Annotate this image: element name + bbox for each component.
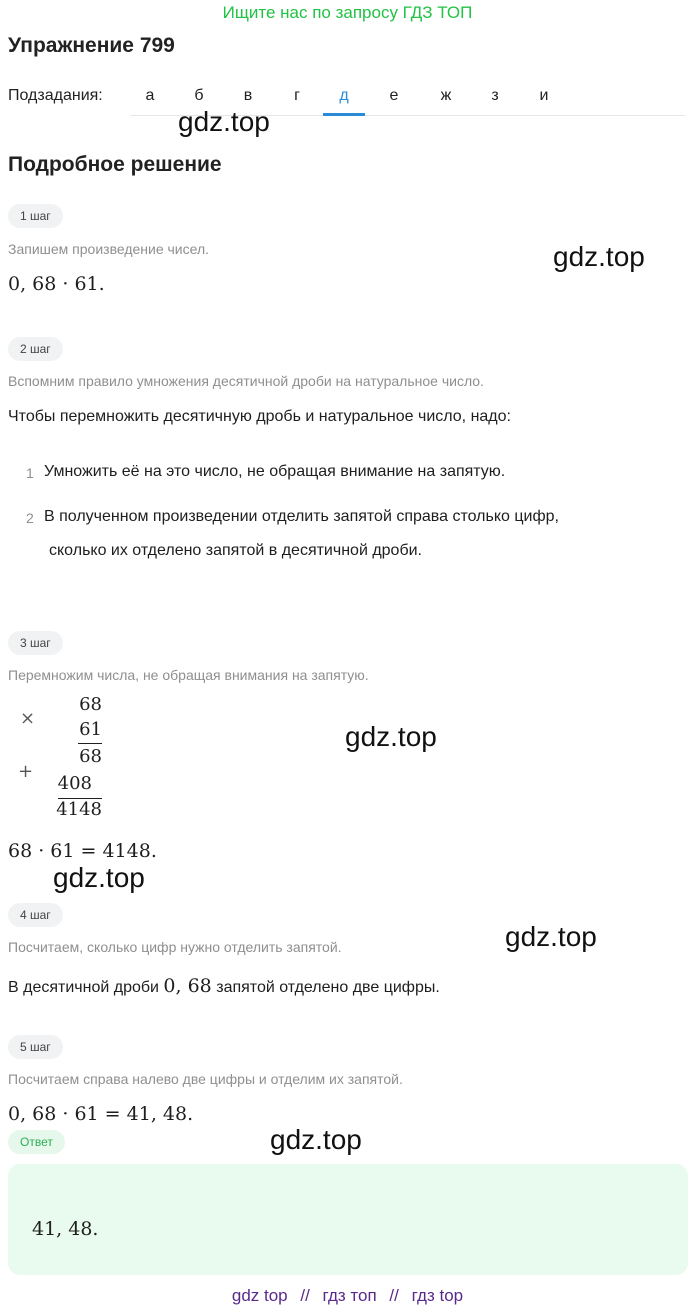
step-3-hint: Перемножим числа, не обращая внимания на запятую. bbox=[8, 667, 369, 683]
step-5-hint: Посчитаем справа налево две цифры и отделим их запятой. bbox=[8, 1071, 403, 1087]
step-4-text-before: В десятичной дроби bbox=[8, 979, 159, 996]
step-5-result: 0, 68 · 61 = 41, 48. bbox=[8, 1103, 194, 1125]
subtask-i[interactable]: и bbox=[539, 87, 549, 104]
column-partial-2: 408 bbox=[57, 773, 92, 794]
watermark-5: gdz.top bbox=[505, 921, 597, 952]
active-subtask-indicator bbox=[323, 113, 365, 116]
step-4-badge: 4 шаг bbox=[8, 903, 63, 927]
footer-links bbox=[0, 1286, 695, 1306]
step-1-expression: 0, 68 · 61. bbox=[8, 273, 105, 295]
watermark-3: gdz.top bbox=[345, 721, 437, 752]
section-title: Подробное решение bbox=[8, 153, 222, 176]
subtask-z[interactable]: з bbox=[491, 87, 499, 104]
step-1-badge: 1 шаг bbox=[8, 204, 63, 228]
answer-box bbox=[8, 1164, 688, 1275]
subtask-d-active[interactable]: д bbox=[339, 87, 349, 104]
subtask-b[interactable]: б bbox=[194, 87, 204, 104]
step-1-hint: Запишем произведение чисел. bbox=[8, 241, 210, 257]
answer-value: 41, 48. bbox=[32, 1218, 99, 1240]
subtask-e[interactable]: е bbox=[389, 87, 399, 104]
step-4-text-after: запятой отделено две цифры. bbox=[216, 979, 440, 996]
list-item-2-line-1: В полученном произведении отделить запятой справа столько цифр, bbox=[44, 508, 559, 525]
step-2-hint: Вспомним правило умножения десятичной дроби на натуральное число. bbox=[8, 373, 484, 389]
step-5-badge: 5 шаг bbox=[8, 1035, 63, 1059]
step-4-fraction: 0, 68 bbox=[163, 975, 212, 997]
column-multiplicand: 68 bbox=[79, 694, 102, 715]
step-3-badge: 3 шаг bbox=[8, 631, 63, 655]
watermark-4: gdz.top bbox=[53, 862, 145, 893]
step-4-statement bbox=[8, 975, 440, 997]
subtask-a[interactable]: а bbox=[145, 87, 155, 104]
exercise-title: Упражнение 799 bbox=[8, 34, 175, 57]
column-partial-1: 68 bbox=[79, 746, 102, 767]
subtask-v[interactable]: в bbox=[243, 87, 253, 104]
step-2-badge: 2 шаг bbox=[8, 337, 63, 361]
list-item-2-line-2: сколько их отделено запятой в десятичной дроби. bbox=[49, 542, 422, 559]
watermark-1: gdz.top bbox=[178, 106, 270, 137]
step-3-result: 68 · 61 = 4148. bbox=[8, 840, 157, 862]
list-number-2: 2 bbox=[26, 510, 34, 526]
footer-link-gdz-top-ru[interactable]: гдз топ bbox=[322, 1286, 377, 1305]
watermark-2: gdz.top bbox=[553, 241, 645, 272]
answer-badge: Ответ bbox=[8, 1130, 65, 1154]
column-line-1 bbox=[78, 743, 102, 744]
subtasks-label: Подзадания: bbox=[8, 87, 103, 104]
footer-link-gdz-top-mixed[interactable]: гдз top bbox=[411, 1286, 464, 1305]
top-banner: Ищите нас по запросу ГДЗ ТОП bbox=[222, 3, 473, 22]
list-item-1: Умножить её на это число, не обращая внимание на запятую. bbox=[44, 463, 506, 480]
footer-separator-1: // bbox=[300, 1286, 310, 1305]
footer-separator-2: // bbox=[389, 1286, 399, 1305]
column-result: 4148 bbox=[56, 799, 102, 820]
step-2-rule-intro: Чтобы перемножить десятичную дробь и натуральное число, надо: bbox=[8, 408, 511, 425]
list-number-1: 1 bbox=[26, 465, 34, 481]
footer-link-gdz-top[interactable]: gdz top bbox=[231, 1286, 288, 1305]
subtask-zh[interactable]: ж bbox=[440, 87, 452, 104]
plus-sign: + bbox=[18, 761, 34, 782]
column-multiplier: 61 bbox=[79, 719, 102, 740]
subtask-g[interactable]: г bbox=[294, 87, 300, 104]
multiply-sign: × bbox=[20, 708, 36, 729]
watermark-6: gdz.top bbox=[270, 1124, 362, 1155]
step-4-hint: Посчитаем, сколько цифр нужно отделить запятой. bbox=[8, 939, 342, 955]
